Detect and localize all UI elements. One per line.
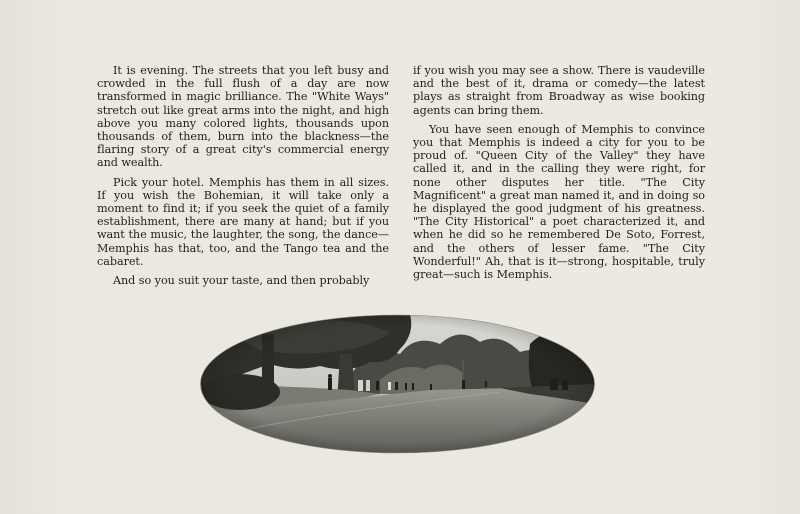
paragraph-memphis-pride: You have seen enough of Memphis to convince you that Memphis is indeed a city for you to be proud of. "Queen City of the Valley" they have called it, and in the calling they were right, for none other disputes her title. "The City Magnificent" a great man named it, and in doing so he displayed the good judgment of his greatness. "The City Historical" a poet characterized it, and when he did so he remembered De Soto, Forrest, and the others of lesser fame. "The City Wonderful!" Ah, that is it—strong, hospitable, truly great—such is Memphis.	[413, 122, 705, 282]
oval-park-photo	[200, 314, 595, 454]
right-text-column	[413, 64, 705, 287]
paragraph-hotel: Pick your hotel. Memphis has them in all sizes. If you wish the Bohemian, it will take only a moment to find it; if you seek the quiet of a family establishment, there are many at hand; but if you want the music, the laughter, the song, the dance—Memphis has that, too, and the Tango tea and the cabaret.	[97, 175, 389, 268]
left-text-column	[97, 64, 389, 293]
paragraph-show: if you wish you may see a show. There is vaudeville and the best of it, drama or comedy—the latest plays as straight from Broadway as wise booking agents can bring them.	[413, 64, 705, 117]
paragraph-taste: And so you suit your taste, and then probably	[113, 274, 370, 288]
paragraph-evening: It is evening. The streets that you left busy and crowded in the full flush of a day are now transformed in magic brilliance. The "White Ways" stretch out like great arms into the night, and high above you many colored lights, thousands upon thousands of them, burn into the blackness—the flaring story of a great city's commercial energy and wealth.	[97, 64, 389, 170]
